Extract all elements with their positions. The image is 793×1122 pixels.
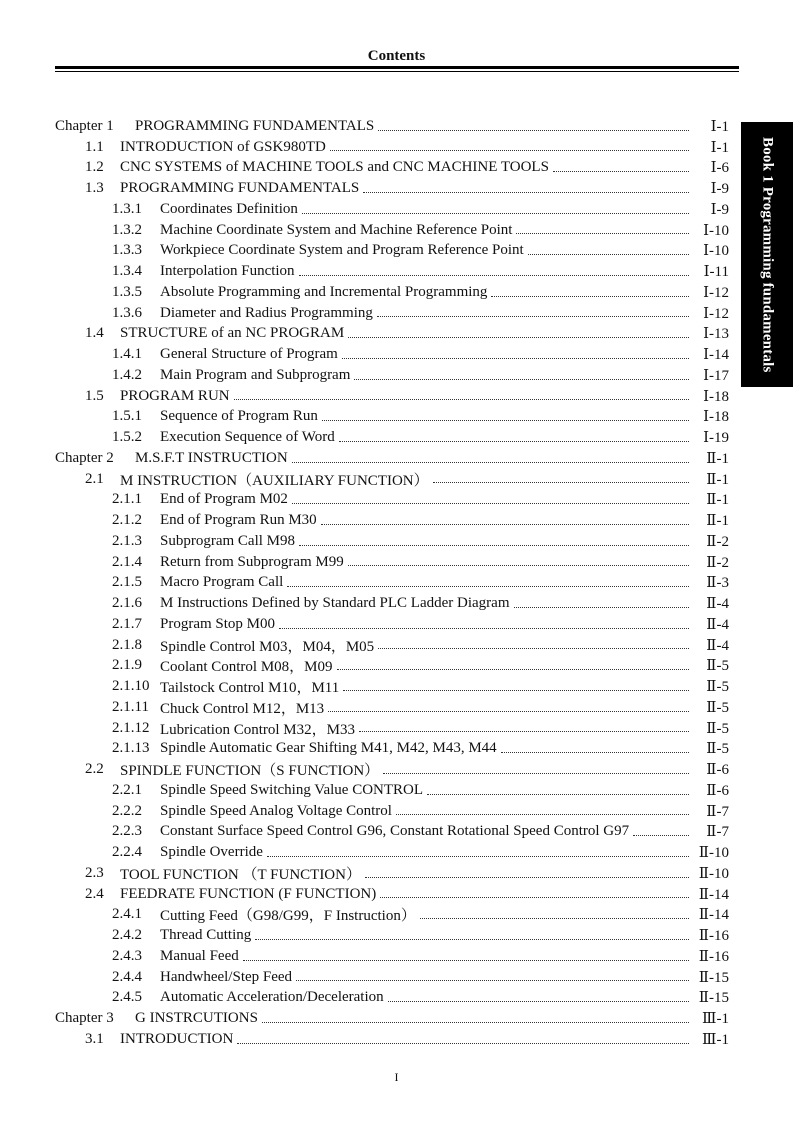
- toc-entry-title: SPINDLE FUNCTION（S FUNCTION）: [120, 763, 380, 780]
- toc-entry-title: Spindle Speed Analog Voltage Control: [160, 802, 392, 819]
- toc-entry[interactable]: [85, 863, 729, 884]
- toc-entry[interactable]: [112, 905, 729, 926]
- toc-entry-title: M Instructions Defined by Standard PLC Ladder Diagram: [160, 595, 510, 612]
- page-title: Contents: [367, 48, 426, 64]
- toc-entry[interactable]: [112, 593, 729, 614]
- toc-entry-number: 1.4.2: [112, 366, 142, 383]
- toc-entry-title: Absolute Programming and Incremental Programming: [160, 283, 488, 300]
- toc-entry[interactable]: [112, 822, 729, 843]
- toc-entry-page: Ⅱ-5: [706, 720, 729, 737]
- toc-entry[interactable]: [112, 676, 729, 697]
- toc-entry-number: Chapter 2: [55, 449, 114, 466]
- toc-entry[interactable]: [85, 386, 729, 407]
- toc-entry-page: Ⅱ-1: [706, 471, 729, 488]
- toc-entry-page: Ⅱ-14: [698, 907, 729, 924]
- toc-entry-number: 2.2: [85, 761, 104, 778]
- toc-entry[interactable]: [112, 241, 729, 262]
- toc-entry-number: 2.1.1: [112, 491, 142, 508]
- toc-entry[interactable]: [112, 365, 729, 386]
- toc-entry-page: Ⅰ-18: [703, 388, 729, 405]
- toc-entry-title: End of Program M02: [160, 491, 288, 508]
- toc-entry-title: Workpiece Coordinate System and Program Reference Point: [160, 242, 524, 259]
- toc-leader-dots: [262, 1021, 689, 1023]
- toc-entry[interactable]: [112, 427, 729, 448]
- toc-entry-number: 2.4.2: [112, 927, 142, 944]
- toc-entry-title: Constant Surface Speed Control G96, Constant Rotational Speed Control G97: [160, 823, 630, 840]
- toc-entry[interactable]: [112, 988, 729, 1009]
- toc-entry[interactable]: [112, 261, 729, 282]
- toc-entry-number: 2.3: [85, 864, 104, 881]
- toc-leader-dots: [427, 793, 689, 795]
- toc-entry[interactable]: [112, 780, 729, 801]
- toc-leader-dots: [633, 834, 689, 836]
- toc-entry-title: Thread Cutting: [160, 927, 252, 944]
- toc-entry-page: Ⅲ-1: [702, 1011, 729, 1028]
- toc-entry-number: 2.1.2: [112, 512, 142, 529]
- toc-entry-page: Ⅰ-12: [703, 305, 729, 322]
- toc-leader-dots: [378, 129, 689, 131]
- toc-entry-number: 1.3.1: [112, 200, 142, 217]
- toc-entry-number: 1.3.3: [112, 242, 142, 259]
- toc-leader-dots: [378, 647, 689, 649]
- toc-leader-dots: [433, 481, 689, 483]
- toc-entry[interactable]: [112, 614, 729, 635]
- toc-leader-dots: [396, 813, 689, 815]
- toc-leader-dots: [234, 398, 689, 400]
- toc-entry-page: Ⅱ-5: [706, 699, 729, 716]
- toc-entry-page: Ⅱ-2: [706, 533, 729, 550]
- toc-entry-page: Ⅰ-17: [703, 367, 729, 384]
- toc-entry-title: Spindle Override: [160, 844, 263, 861]
- toc-entry[interactable]: [112, 490, 729, 511]
- toc-leader-dots: [553, 170, 689, 172]
- toc-entry[interactable]: [112, 656, 729, 677]
- toc-leader-dots: [348, 336, 689, 338]
- toc-entry[interactable]: [112, 739, 729, 760]
- toc-entry-number: 2.1.11: [112, 698, 149, 715]
- toc-entry-number: 2.2.3: [112, 823, 142, 840]
- toc-entry[interactable]: [112, 801, 729, 822]
- toc-entry-page: Ⅱ-5: [706, 741, 729, 758]
- toc-entry-page: Ⅰ-13: [703, 326, 729, 343]
- toc-entry-page: Ⅱ-1: [706, 513, 729, 530]
- toc-leader-dots: [420, 917, 689, 919]
- toc-entry[interactable]: [85, 158, 729, 179]
- toc-leader-dots: [514, 606, 689, 608]
- toc-entry-page: Ⅱ-7: [706, 803, 729, 820]
- toc-entry-number: 1.5: [85, 387, 104, 404]
- toc-entry-title: General Structure of Program: [160, 346, 338, 363]
- toc-entry[interactable]: [112, 199, 729, 220]
- toc-leader-dots: [296, 979, 689, 981]
- toc-entry-page: Ⅰ-1: [710, 139, 729, 156]
- toc-entry-number: 1.3.5: [112, 283, 142, 300]
- toc-entry-number: 2.2.4: [112, 844, 142, 861]
- toc-entry-title: PROGRAMMING FUNDAMENTALS: [120, 180, 360, 197]
- toc-entry-title: Machine Coordinate System and Machine Reference Point: [160, 221, 513, 238]
- toc-leader-dots: [491, 295, 689, 297]
- toc-leader-dots: [363, 191, 689, 193]
- toc-entry-title: Tailstock Control M10，M11: [160, 680, 340, 697]
- toc-entry[interactable]: [112, 718, 729, 739]
- toc-entry-page: Ⅰ-18: [703, 409, 729, 426]
- toc-leader-dots: [348, 564, 689, 566]
- toc-entry-number: Chapter 3: [55, 1010, 114, 1027]
- toc-entry-number: 1.5.1: [112, 408, 142, 425]
- toc-entry-title: Automatic Acceleration/Deceleration: [160, 989, 384, 1006]
- toc-entry-title: Spindle Automatic Gear Shifting M41, M42, M43, M44: [160, 740, 497, 757]
- toc-entry-page: Ⅰ-10: [703, 243, 729, 260]
- toc-entry-page: Ⅰ-6: [710, 160, 729, 177]
- toc-entry[interactable]: [112, 946, 729, 967]
- toc-entry-page: Ⅱ-5: [706, 658, 729, 675]
- toc-entry-title: INTRODUCTION of GSK980TD: [120, 138, 326, 155]
- toc-leader-dots: [501, 751, 689, 753]
- toc-entry-title: M.S.F.T INSTRUCTION: [135, 449, 288, 466]
- toc-entry-title: TOOL FUNCTION （T FUNCTION）: [120, 866, 361, 883]
- toc-entry-title: Manual Feed: [160, 947, 239, 964]
- toc-entry-title: Spindle Control M03，M04，M05: [160, 638, 375, 655]
- toc-entry-title: STRUCTURE of an NC PROGRAM: [120, 325, 345, 342]
- toc-entry-number: 1.3.2: [112, 221, 142, 238]
- toc-entry[interactable]: [85, 137, 729, 158]
- toc-entry-title: PROGRAM RUN: [120, 387, 230, 404]
- toc-entry-page: Ⅱ-4: [706, 637, 729, 654]
- toc-entry-title: Program Stop M00: [160, 615, 276, 632]
- toc-entry-number: 2.1.12: [112, 719, 150, 736]
- toc-entry-page: Ⅱ-15: [698, 969, 729, 986]
- toc-entry-title: FEEDRATE FUNCTION (F FUNCTION): [120, 885, 377, 902]
- toc-entry-title: Subprogram Call M98: [160, 532, 295, 549]
- toc-entry-page: Ⅱ-10: [698, 865, 729, 882]
- toc-entry[interactable]: [85, 884, 729, 905]
- toc-entry[interactable]: [112, 697, 729, 718]
- toc-entry-number: 2.4.5: [112, 989, 142, 1006]
- toc-entry-number: 1.3.4: [112, 263, 142, 280]
- toc-entry-page: Ⅰ-9: [710, 181, 729, 198]
- toc-entry-page: Ⅱ-3: [706, 575, 729, 592]
- toc-leader-dots: [321, 523, 689, 525]
- toc-entry-page: Ⅰ-14: [703, 347, 729, 364]
- toc-entry-title: Diameter and Radius Programming: [160, 304, 373, 321]
- toc-entry-number: 2.4.3: [112, 947, 142, 964]
- toc-entry-page: Ⅱ-2: [706, 554, 729, 571]
- toc-leader-dots: [380, 896, 689, 898]
- toc-entry-page: Ⅱ-4: [706, 596, 729, 613]
- toc-entry[interactable]: [112, 967, 729, 988]
- book-side-tab: [741, 122, 793, 387]
- toc-entry[interactable]: [55, 1008, 729, 1029]
- toc-entry[interactable]: [85, 759, 729, 780]
- toc-entry-title: M INSTRUCTION（AUXILIARY FUNCTION）: [120, 472, 429, 489]
- page-number: I: [394, 1070, 399, 1084]
- toc-entry-title: Chuck Control M12，M13: [160, 700, 325, 717]
- toc-entry-page: Ⅰ-11: [703, 264, 729, 281]
- toc-entry-title: Return from Subprogram M99: [160, 553, 344, 570]
- toc-leader-dots: [388, 1000, 689, 1002]
- toc-entry-page: Ⅱ-14: [698, 886, 729, 903]
- toc-entry-page: Ⅱ-6: [706, 762, 729, 779]
- header-rule-thin: [55, 71, 739, 72]
- toc-leader-dots: [279, 627, 689, 629]
- toc-entry-number: 2.4: [85, 885, 104, 902]
- toc-entry-title: Interpolation Function: [160, 263, 295, 280]
- toc-leader-dots: [287, 585, 689, 587]
- toc-leader-dots: [255, 938, 689, 940]
- toc-entry-page: Ⅲ-1: [702, 1031, 729, 1048]
- toc-leader-dots: [516, 232, 689, 234]
- toc-entry[interactable]: [85, 178, 729, 199]
- toc-entry[interactable]: [112, 925, 729, 946]
- toc-entry-number: 3.1: [85, 1030, 104, 1047]
- toc-entry[interactable]: [112, 220, 729, 241]
- toc-entry-page: Ⅱ-15: [698, 990, 729, 1007]
- toc-leader-dots: [299, 544, 689, 546]
- toc-entry[interactable]: [85, 469, 729, 490]
- toc-leader-dots: [354, 378, 689, 380]
- toc-entry[interactable]: [85, 1029, 729, 1050]
- toc-entry-title: Cutting Feed（G98/G99，F Instruction）: [160, 908, 416, 925]
- toc-leader-dots: [328, 710, 689, 712]
- toc-entry[interactable]: [85, 324, 729, 345]
- toc-entry-number: 1.3.6: [112, 304, 142, 321]
- toc-entry-page: Ⅱ-16: [698, 948, 729, 965]
- toc-entry-page: Ⅱ-6: [706, 782, 729, 799]
- toc-leader-dots: [343, 689, 689, 691]
- toc-entry-title: End of Program Run M30: [160, 512, 317, 529]
- toc-leader-dots: [299, 274, 689, 276]
- toc-entry-page: Ⅰ-9: [710, 201, 729, 218]
- toc-entry[interactable]: [112, 842, 729, 863]
- toc-entry-title: Sequence of Program Run: [160, 408, 318, 425]
- toc-entry-title: INTRODUCTION: [120, 1030, 234, 1047]
- toc-entry-number: 2.1.8: [112, 636, 142, 653]
- toc-entry-number: 1.5.2: [112, 429, 142, 446]
- toc-entry-page: Ⅱ-1: [706, 450, 729, 467]
- toc-entry[interactable]: [112, 531, 729, 552]
- toc-entry-page: Ⅱ-16: [698, 928, 729, 945]
- toc-entry-number: 2.4.1: [112, 906, 142, 923]
- toc-entry[interactable]: [112, 635, 729, 656]
- toc-entry[interactable]: [55, 116, 729, 137]
- toc-entry-page: Ⅰ-10: [703, 222, 729, 239]
- side-tab-label: Book 1 Programming fundamentals: [759, 136, 776, 373]
- toc-leader-dots: [377, 315, 689, 317]
- toc-entry[interactable]: [112, 303, 729, 324]
- toc-leader-dots: [292, 502, 689, 504]
- toc-entry[interactable]: [112, 344, 729, 365]
- toc-entry-number: 2.2.2: [112, 802, 142, 819]
- toc-entry-page: Ⅱ-5: [706, 679, 729, 696]
- toc-leader-dots: [339, 440, 689, 442]
- toc-entry-page: Ⅱ-4: [706, 616, 729, 633]
- toc-entry[interactable]: [112, 510, 729, 531]
- toc-entry-page: Ⅱ-1: [706, 492, 729, 509]
- toc-entry[interactable]: [55, 448, 729, 469]
- toc-leader-dots: [292, 461, 689, 463]
- toc-leader-dots: [365, 876, 689, 878]
- toc-entry-page: Ⅰ-12: [703, 284, 729, 301]
- toc-entry-number: 1.4: [85, 325, 104, 342]
- toc-entry-page: Ⅰ-19: [703, 430, 729, 447]
- toc-entry-title: CNC SYSTEMS of MACHINE TOOLS and CNC MACHINE TOOLS: [120, 159, 549, 176]
- toc-leader-dots: [330, 149, 689, 151]
- toc-entry-number: 2.1: [85, 470, 104, 487]
- toc-leader-dots: [383, 772, 689, 774]
- toc-entry[interactable]: [112, 552, 729, 573]
- toc-entry-title: Coolant Control M08，M09: [160, 659, 333, 676]
- toc-entry-number: 2.1.9: [112, 657, 142, 674]
- header-rule-thick: [55, 66, 739, 69]
- toc-entry-number: 2.1.13: [112, 740, 150, 757]
- toc-leader-dots: [267, 855, 689, 857]
- toc-leader-dots: [528, 253, 689, 255]
- toc-leader-dots: [359, 730, 689, 732]
- toc-leader-dots: [322, 419, 689, 421]
- toc-entry-page: Ⅱ-10: [698, 845, 729, 862]
- toc-entry-number: 2.1.4: [112, 553, 142, 570]
- toc-leader-dots: [237, 1042, 689, 1044]
- toc-entry-title: Execution Sequence of Word: [160, 429, 335, 446]
- toc-entry-number: 1.2: [85, 159, 104, 176]
- toc-leader-dots: [302, 212, 689, 214]
- toc-entry[interactable]: [112, 407, 729, 428]
- toc-entry-number: 1.1: [85, 138, 104, 155]
- toc-entry-number: 2.4.4: [112, 968, 142, 985]
- toc-leader-dots: [337, 668, 689, 670]
- toc-entry-title: Main Program and Subprogram: [160, 366, 351, 383]
- toc-entry[interactable]: [112, 282, 729, 303]
- toc-entry-title: Spindle Speed Switching Value CONTROL: [160, 781, 424, 798]
- toc-leader-dots: [243, 959, 689, 961]
- toc-entry-title: Macro Program Call: [160, 574, 284, 591]
- toc-entry-number: 1.4.1: [112, 346, 142, 363]
- toc-entry[interactable]: [112, 573, 729, 594]
- toc-entry-number: Chapter 1: [55, 117, 114, 134]
- toc-entry-number: 2.2.1: [112, 781, 142, 798]
- toc-entry-number: 1.3: [85, 180, 104, 197]
- toc-entry-title: G INSTRCUTIONS: [135, 1010, 258, 1027]
- toc-entry-title: Coordinates Definition: [160, 200, 298, 217]
- toc-entry-page: Ⅰ-1: [710, 118, 729, 135]
- toc-entry-page: Ⅱ-7: [706, 824, 729, 841]
- toc-entry-number: 2.1.6: [112, 595, 142, 612]
- toc-entry-number: 2.1.3: [112, 532, 142, 549]
- toc-entry-number: 2.1.7: [112, 615, 142, 632]
- toc-entry-number: 2.1.10: [112, 678, 150, 695]
- toc-entry-number: 2.1.5: [112, 574, 142, 591]
- toc-entry-title: PROGRAMMING FUNDAMENTALS: [135, 117, 375, 134]
- toc-entry-title: Handwheel/Step Feed: [160, 968, 293, 985]
- toc-leader-dots: [342, 357, 689, 359]
- toc-entry-title: Lubrication Control M32，M33: [160, 721, 355, 738]
